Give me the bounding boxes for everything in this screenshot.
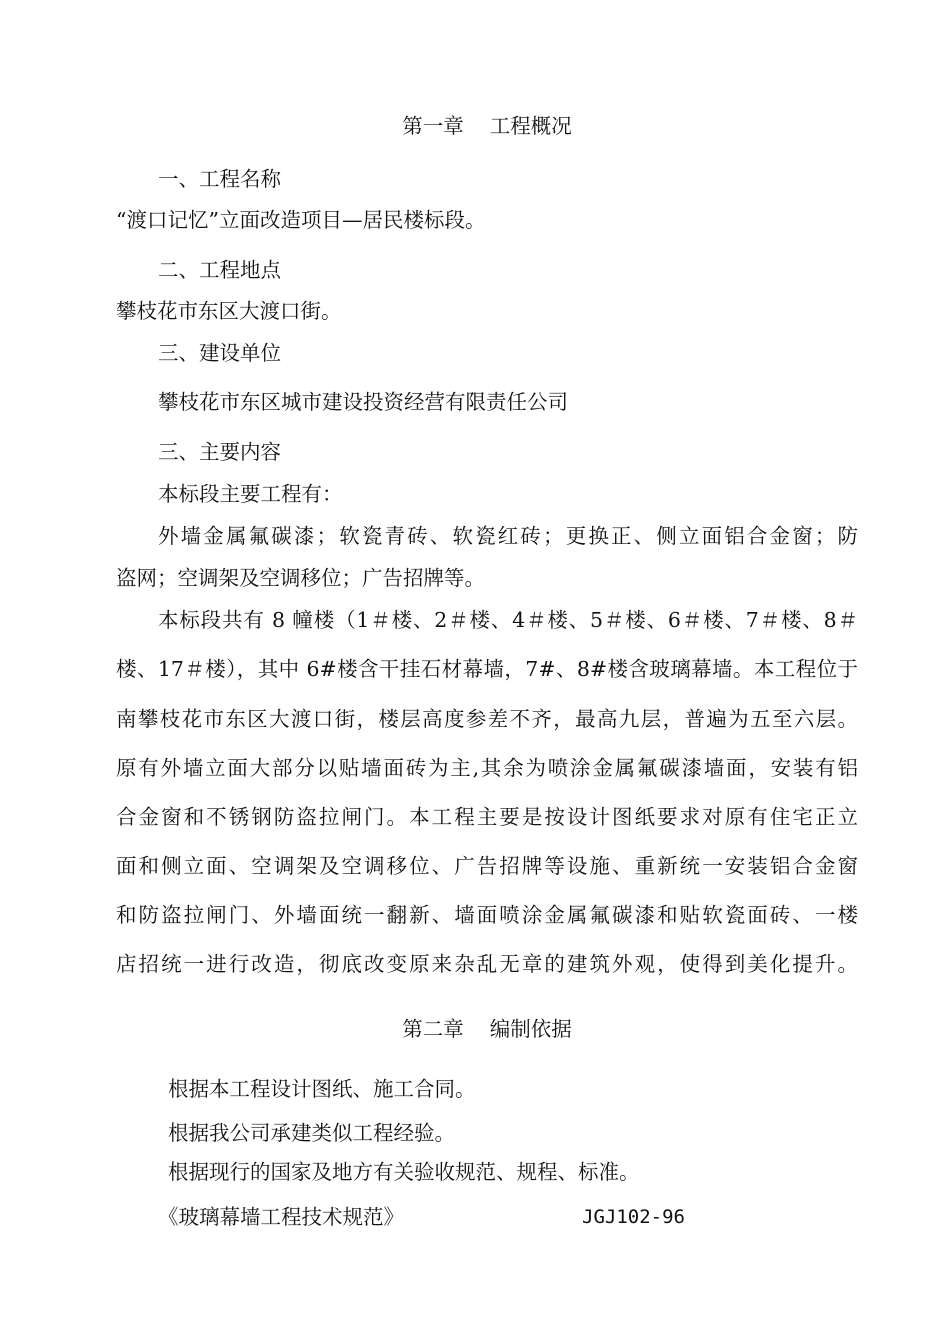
project-name-text: “渡口记忆”立面改造项目—居民楼标段。: [116, 208, 486, 232]
paragraph-line: 合金窗和不锈钢防盗拉闸门。本工程主要是按设计图纸要求对原有住宅正立: [116, 805, 858, 829]
section-heading-project-location: 二、工程地点: [158, 258, 281, 282]
paragraph-line: 和防盗拉闸门、外墙面统一翻新、墙面喷涂金属氟碳漆和贴软瓷面砖、一楼: [116, 903, 858, 927]
paragraph-line: 楼、17＃楼），其中 6#楼含干挂石材幕墙，7#、8#楼含玻璃幕墙。本工程位于: [116, 657, 858, 681]
owner-text: 攀枝花市东区城市建设投资经营有限责任公司: [158, 390, 568, 414]
basis-item: 根据本工程设计图纸、施工合同。: [168, 1077, 476, 1101]
project-location-text: 攀枝花市东区大渡口街。: [116, 299, 342, 323]
section-heading-owner: 三、建设单位: [158, 341, 281, 365]
paragraph-line: 面和侧立面、空调架及空调移位、广告招牌等设施、重新统一安装铝合金窗: [116, 854, 858, 878]
main-content-intro: 本标段主要工程有：: [158, 482, 343, 506]
reference-name: 《玻璃幕墙工程技术规范》: [158, 1205, 404, 1229]
basis-item: 根据我公司承建类似工程经验。: [168, 1121, 455, 1145]
basis-item: 根据现行的国家及地方有关验收规范、规程、标准。: [168, 1160, 640, 1184]
paragraph-line: 外墙金属氟碳漆；软瓷青砖、软瓷红砖；更换正、侧立面铝合金窗；防: [158, 524, 858, 548]
section-heading-project-name: 一、工程名称: [158, 167, 281, 191]
reference-code: JGJ102-96: [582, 1206, 685, 1228]
chapter-1-title: 第一章 工程概况: [402, 114, 572, 138]
chapter-2-title: 第二章 编制依据: [402, 1017, 572, 1041]
section-heading-main-content: 三、主要内容: [158, 440, 281, 464]
paragraph-line: 南攀枝花市东区大渡口街，楼层高度参差不齐，最高九层，普遍为五至六层。: [116, 707, 858, 731]
paragraph-line: 店招统一进行改造，彻底改变原来杂乱无章的建筑外观，使得到美化提升。: [116, 952, 858, 976]
paragraph-line: 盗网；空调架及空调移位；广告招牌等。: [116, 566, 485, 590]
paragraph-line: 本标段共有 8 幢楼（1＃楼、2＃楼、4＃楼、5＃楼、6＃楼、7＃楼、8＃: [158, 608, 858, 632]
paragraph-line: 原有外墙立面大部分以贴墙面砖为主,其余为喷涂金属氟碳漆墙面，安装有铝: [116, 756, 858, 780]
